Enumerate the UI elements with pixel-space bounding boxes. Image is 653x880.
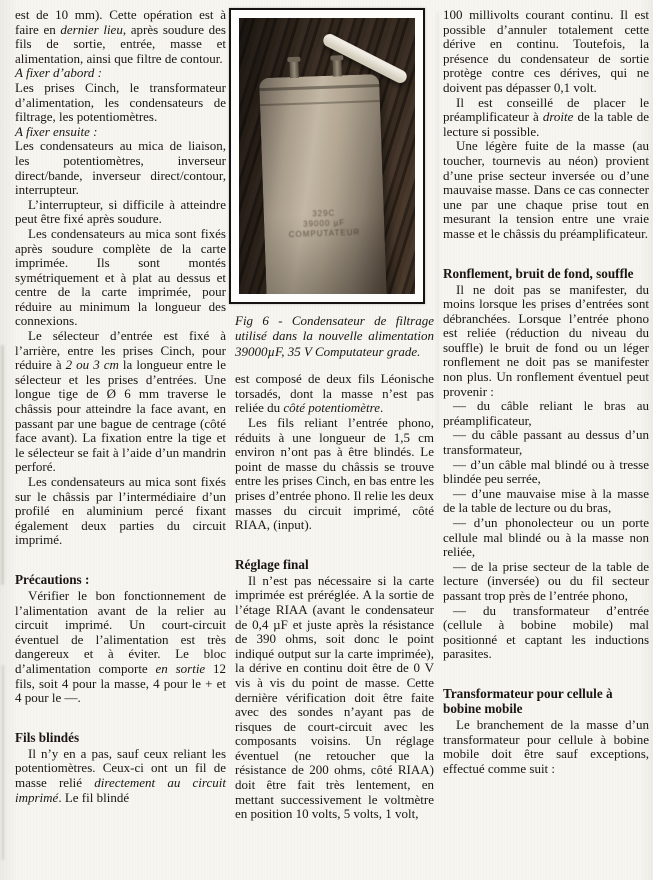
paragraph: Il n’est pas nécessaire si la carte imprimée est préréglée. A la sortie de l’étage RIAA (avant le condensateur de 0,4 µF et juste après la résistance de 390 ohms, soit donc le point indiqué output sur la carte imprimée), la dérive en continu doit être de 0 V vis à vis du point de masse. Cette dernière vérification doit être faite avec des sondes n’ayant pas de risques de court-circuit avec les composants voisins. Un réglage éventuel (ne retoucher que la résistance de 200 ohms, côté RIAA) doit être fait très lentement, en mettant successivement le voltmètre en position 10 volts, 5 volts, 1 volt, xyxy=(235,572,434,822)
scan-artifact xyxy=(2,665,4,860)
paragraph: Les fils reliant l’entrée phono, réduits à une longueur de 1,5 cm environ n’ont pas à être blindés. Le point de masse du châssis se trouve entre les prises Cinch, en bas entre les prises d’entrée phono. Il relie les deux masses du circuit imprimé, côté RIAA, (input). xyxy=(235,415,434,533)
paragraph: Il est conseillé de placer le préamplificateur à droite de la table de lecture si possible. xyxy=(443,94,649,139)
figure-6 xyxy=(229,8,434,304)
paragraph: L’interrupteur, si difficile à atteindre peut être fixé après soudure. xyxy=(15,196,226,227)
photo-frame xyxy=(229,8,425,304)
paragraph: A fixer d’abord : xyxy=(15,65,103,81)
paragraph: — du câble reliant le bras au préamplificateur, xyxy=(443,398,649,428)
column-2 xyxy=(235,8,434,822)
paragraph: — d’un câble mal blindé ou à tresse blindée peu serrée, xyxy=(443,456,649,487)
paragraph: Les condensateurs au mica sont fixés après soudure complète de la carte imprimée. Ils sont montés symétriquement et à plat au dessus et centre de la carte imprimée, pour réduire au minimum la longueur des connexions. xyxy=(15,225,226,329)
scan-artifact xyxy=(1,345,4,585)
can-rim xyxy=(260,100,380,106)
paragraph: Les condensateurs au mica sont fixés sur le châssis par l’intermédiaire d’un profilé en aluminium percé fixant également deux parties du circuit imprimé. xyxy=(15,474,226,548)
column-1 xyxy=(15,8,226,822)
section-heading: Fils blindés xyxy=(15,729,80,745)
can-rim xyxy=(259,84,379,91)
paragraph: — du câble passant au dessus d’un transformateur, xyxy=(443,427,649,458)
paragraph: — de la prise secteur de la table de lecture (inversée) ou du fil secteur passant trop près de l’entrée phono, xyxy=(443,558,649,603)
paragraph: — d’un phonolecteur ou un porte cellule mal blindé ou à la masse non reliée, xyxy=(443,515,649,560)
paragraph: — du transformateur d’entrée (cellule à bobine mobile) mal positionné et captant les inductions parasites. xyxy=(443,602,649,662)
can-terminal xyxy=(290,61,300,78)
section-heading: Réglage final xyxy=(235,556,309,572)
paragraph: Le branchement de la masse d’un transformateur pour cellule à bobine mobile doit être sauf exceptions, effectué comme suit : xyxy=(443,716,649,776)
column-3 xyxy=(443,8,649,822)
paragraph: Les prises Cinch, le transformateur d’alimentation, les condensateurs de filtrage, les potentiomètres. xyxy=(15,79,226,125)
capacitor-can xyxy=(259,74,387,294)
can-label-line: COMPUTATEUR xyxy=(288,228,361,240)
can-label-line: 39000 µF xyxy=(303,218,346,230)
paragraph: est de 10 mm). Cette opération est à faire en dernier lieu, après soudure des fils de sortie, entrée, masse et alimentation, ainsi que filtre de contour. xyxy=(15,7,226,66)
capacitor-photo xyxy=(239,18,415,294)
section-heading: Ronflement, bruit de fond, souffle xyxy=(443,265,634,281)
paragraph: Une légère fuite de la masse (au toucher, tournevis au néon) provient d’une prise secteur inversée ou d’une mauvaise masse. Dans ce cas connecter une par une chaque prise tout en mesurant la tension entre une vraie masse et le châssis du préamplificateur. xyxy=(443,138,649,241)
paragraph: est composé de deux fils Léonische torsadés, dont la masse n’est pas reliée du côté potentiomètre. xyxy=(235,371,434,416)
paragraph: Le sélecteur d’entrée est fixé à l’arrière, entre les prises Cinch, pour réduire à 2 ou 3 cm la longueur entre le sélecteur et les prises d’entrées. Une longue tige de Ø 6 mm traverse le châssis pour atteindre la face avant, en passant par une bague de centrage (côté face avant). La fixation entre la tige et le sélecteur se fait à l’aide d’un mandrin perforé. xyxy=(15,328,226,475)
paragraph: 100 millivolts courant continu. Il est possible d’annuler totalement cette dérive en continu. Toutefois, la présence du condensateur de sortie protège contre ces dérives, qui ne doivent pas dépasser 0,1 volt. xyxy=(443,7,649,95)
can-terminal xyxy=(333,59,343,76)
paragraph: Il n’y en a pas, sauf ceux reliant les potentiomètres. Ceux-ci ont un fil de masse relié directement au circuit imprimé. Le fil blindé xyxy=(15,745,226,805)
figure-caption: Fig 6 - Condensateur de filtrage utilisé dans la nouvelle alimentation 39000µF, 35 V Computateur grade. xyxy=(235,313,434,359)
paragraph: — d’une mauvaise mise à la masse de la table de lecture ou du bras, xyxy=(443,485,649,516)
paragraph: Les condensateurs au mica de liaison, les potentiomètres, inverseur direct/bande, inverseur direct/contour, interrupteur. xyxy=(15,138,226,198)
can-label-line: 329C xyxy=(312,208,336,219)
paragraph: Vérifier le bon fonctionnement de l’alimentation avant de la relier au circuit imprimé. Un court-circuit éventuel de l’alimentation est très dangereux et à éviter. Le bloc d’alimentation comporte en sortie 12 fils, soit 4 pour la masse, 4 pour le + et 4 pour le —. xyxy=(15,587,227,706)
scan-artifact xyxy=(437,12,438,432)
paragraph: Il ne doit pas se manifester, du moins lorsque les prises d’entrées sont débranchées. Lorsque l’entrée phono est reliée (réduction du niveau du souffle) le bruit de fond ou un léger ronflement ne doit pas se manifester non plus. Un ronflement éventuel peut provenir : xyxy=(443,281,649,399)
section-heading: Transformateur pour cellule à bobine mobile xyxy=(443,685,613,716)
section-heading: Précautions : xyxy=(15,571,90,587)
paragraph: A fixer ensuite : xyxy=(15,123,98,139)
can-label xyxy=(264,207,385,241)
